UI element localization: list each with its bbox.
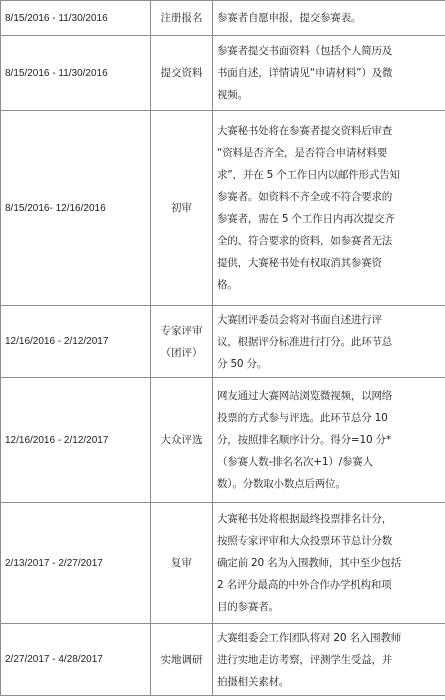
- stage-cell: [151, 111, 213, 306]
- description-line: 参赛者自愿申报，提交参赛表。: [217, 12, 362, 24]
- stage-label: 注册报名: [160, 12, 203, 24]
- description-cell: [213, 306, 445, 378]
- stage-label: 提交资料: [160, 67, 203, 79]
- description-line: 大赛秘书处将在参赛者提交资料后审查: [217, 125, 393, 137]
- date-cell: 12/16/2016 - 2/12/2017: [1, 306, 151, 378]
- description-line: 求”，并在 5 个工作日内以邮件形式告知: [217, 169, 400, 181]
- stage-label: 初审: [171, 202, 192, 214]
- table-row: [1, 1, 445, 36]
- stage-cell: [151, 503, 213, 624]
- table-row: [1, 624, 445, 696]
- stage-cell: [151, 624, 213, 696]
- description-line: “资料是否齐全，是否符合申请材料要: [217, 147, 388, 159]
- stage-label: 复审: [171, 557, 192, 569]
- date-cell: 8/15/2016 - 11/30/2016: [1, 1, 151, 36]
- table-row: [1, 36, 445, 111]
- description-line: 大赛秘书处将根据最终投票排名计分，: [217, 513, 393, 525]
- stage-cell: [151, 306, 213, 378]
- description-line: 全的、符合要求的资料，如参赛者无法: [217, 235, 393, 247]
- date-cell: 2/27/2017 - 4/28/2017: [1, 624, 151, 696]
- description-line: 按照专家评审和大众投票环节总计分数: [217, 535, 393, 547]
- stage-cell: [151, 1, 213, 36]
- description-line: 投票的方式参与评选。此环节总分 10: [217, 412, 388, 424]
- description-line: 视频。: [217, 89, 248, 101]
- description-line: 大赛团评委员会将对书面自述进行评: [217, 313, 382, 326]
- description-line: 拍摄相关素材。: [217, 675, 290, 688]
- stage-label: 大众评选: [160, 434, 203, 446]
- date-cell: 8/15/2016 - 11/30/2016: [1, 36, 151, 111]
- description-line: 确定前 20 名为入围教师，其中至少包括: [217, 557, 402, 569]
- date-cell: 2/13/2017 - 2/27/2017: [1, 503, 151, 624]
- description-cell: [213, 1, 445, 36]
- table-row: [1, 378, 445, 503]
- stage-label: 实地调研: [160, 653, 203, 666]
- description-cell: [213, 36, 445, 111]
- stage-cell: [151, 36, 213, 111]
- stage-label: 专家评审: [160, 324, 203, 337]
- description-line: 大赛组委会工作团队将对 20 名入围教师: [217, 631, 402, 644]
- description-line: 议，根据评分标准进行打分。此环节总: [217, 335, 393, 348]
- description-line: 提供，大赛秘书处有权取消其参赛资: [217, 257, 382, 269]
- description-cell: [213, 503, 445, 624]
- table-row: [1, 503, 445, 624]
- description-cell: [213, 111, 445, 306]
- description-cell: [213, 378, 445, 503]
- description-line: 格。: [217, 279, 238, 291]
- date-cell: 8/15/2016- 12/16/2016: [1, 111, 151, 306]
- description-line: 分，按照排名顺序计分。得分=10 分*: [217, 434, 391, 446]
- description-line: 参赛者。如资料不齐全或不符合要求的: [217, 191, 393, 203]
- table-row: [1, 111, 445, 306]
- date-cell: 12/16/2016 - 2/12/2017: [1, 378, 151, 503]
- description-cell: [213, 624, 445, 696]
- description-line: 分 50 分。: [217, 357, 268, 370]
- description-line: 参赛者，需在 5 个工作日内再次提交齐: [217, 213, 395, 225]
- description-line: 2 名评分最高的中外合作办学机构和项: [217, 579, 392, 591]
- description-line: 网友通过大赛网站浏览微视频，以网络: [217, 390, 393, 402]
- description-line: 进行实地走访考察，评测学生受益，并: [217, 653, 393, 666]
- stage-label: （团评）: [160, 346, 203, 359]
- table-row: [1, 306, 445, 378]
- description-line: 目的参赛者。: [217, 601, 279, 613]
- description-line: 参赛者提交书面资料（包括个人简历及: [217, 45, 393, 57]
- description-line: 数）。分数取小数点后两位。: [217, 478, 346, 490]
- description-line: 书面自述，详情请见“申请材料”）及微: [217, 67, 393, 79]
- description-line: （参赛人数-排名名次+1）/参赛人: [217, 456, 373, 468]
- stage-cell: [151, 378, 213, 503]
